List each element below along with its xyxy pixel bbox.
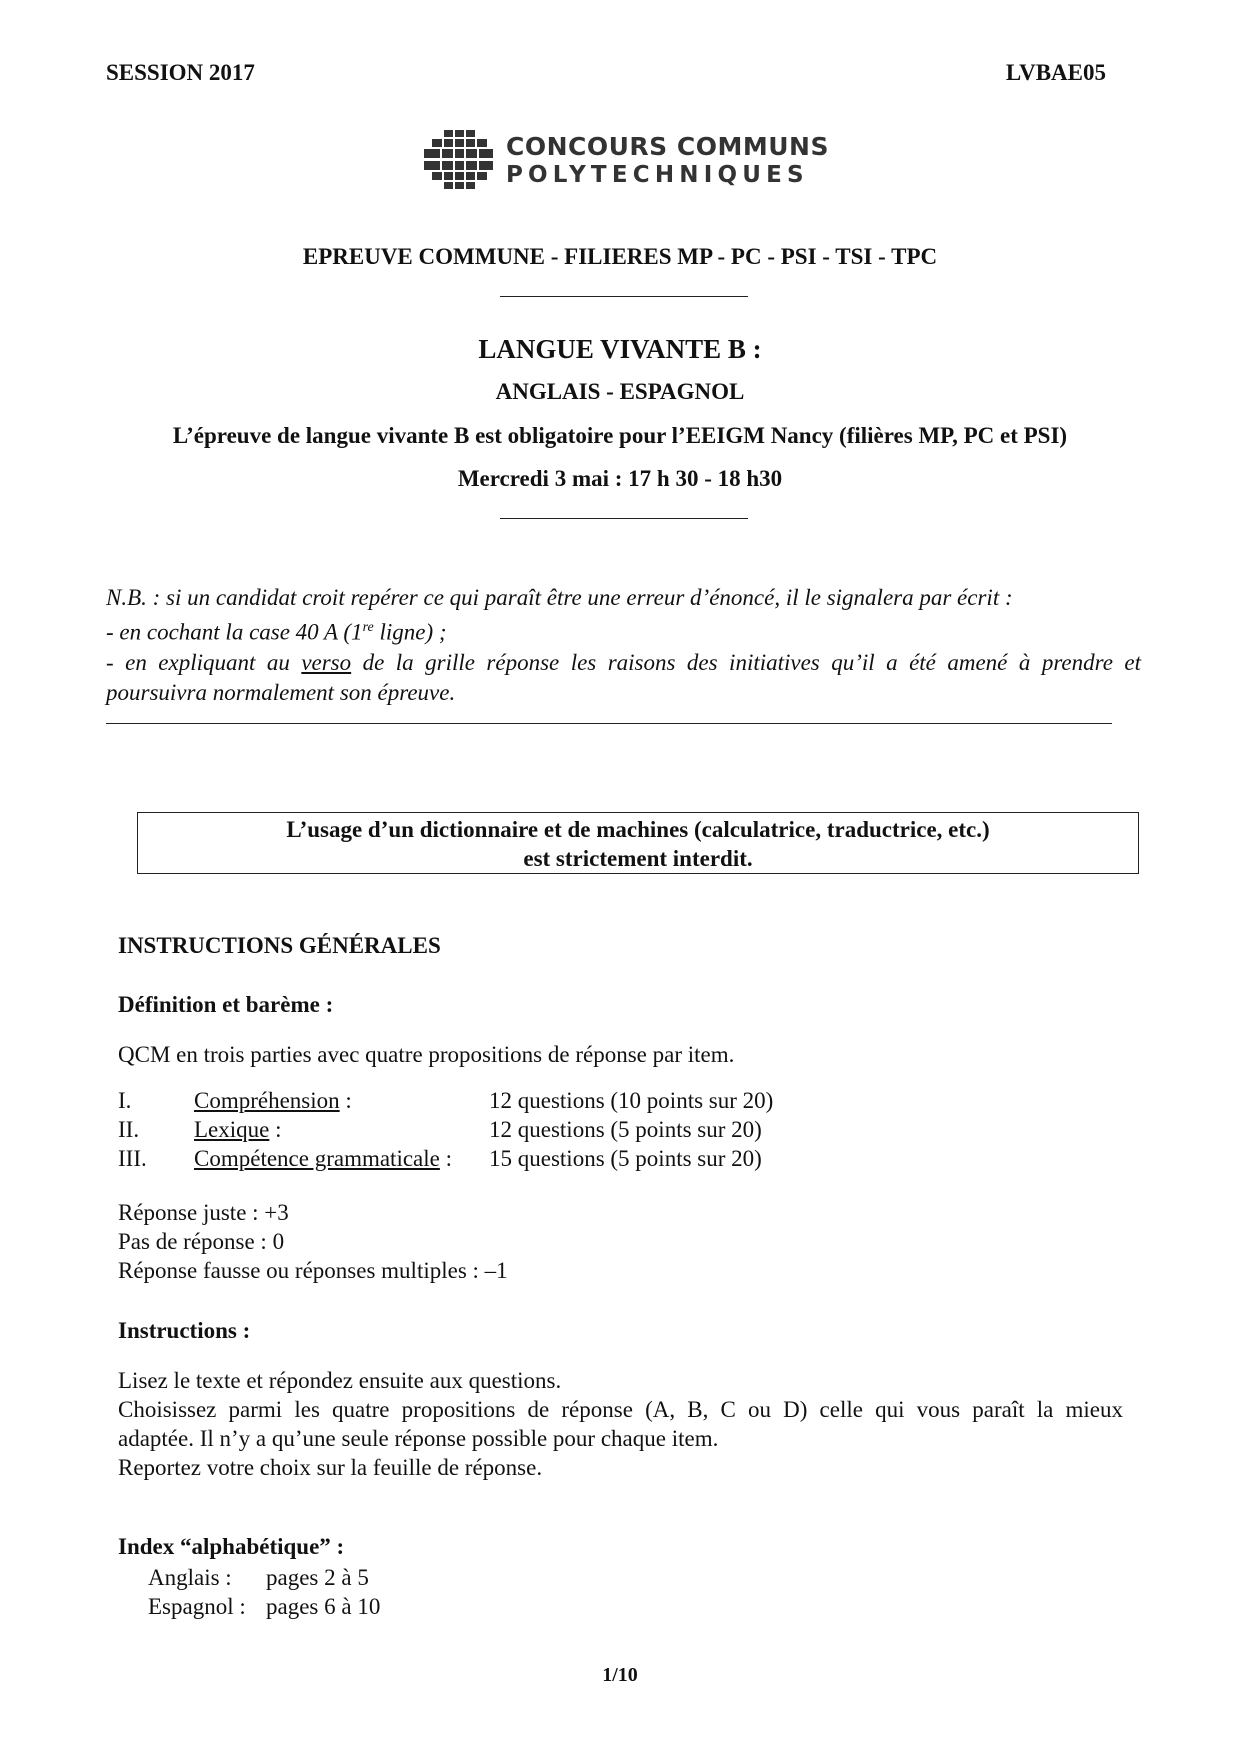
exam-common: EPREUVE COMMUNE - FILIERES MP - PC - PSI - TSI - TPC — [302, 244, 938, 269]
notice-line: est strictement interdit. — [523, 846, 753, 871]
nb-line: - en cochant la case 40 A (1re ligne) ; — [106, 619, 447, 645]
notice-line: L’usage d’un dictionnaire et de machines (calculatrice, traductrice, etc.) — [286, 817, 990, 842]
exam-title: LANGUE VIVANTE B : — [478, 334, 762, 364]
scoring — [118, 1198, 508, 1285]
nb-line: poursuivra normalement son épreuve. — [106, 679, 456, 705]
dictionary-notice-box — [137, 812, 1139, 874]
divider — [500, 296, 748, 297]
instruction-line: adaptée. Il n’y a qu’une seule réponse possible pour chaque item. — [118, 1426, 719, 1451]
exam-languages: ANGLAIS - ESPAGNOL — [495, 379, 745, 404]
definition-heading: Définition et barème : — [118, 992, 334, 1017]
logo — [418, 128, 829, 192]
index-heading: Index “alphabétique” : — [118, 1534, 345, 1559]
instruction-line: Reportez votre choix sur la feuille de réponse. — [118, 1455, 543, 1480]
qcm-description: QCM en trois parties avec quatre propositions de réponse par item. — [118, 1042, 735, 1067]
instruction-line: Lisez le texte et répondez ensuite aux questions. — [118, 1368, 562, 1393]
nb-line: - en expliquant au verso de la grille réponse les raisons des initiatives qu’il a été amené à prendre et — [106, 649, 1141, 675]
logo-globe-icon — [418, 128, 498, 192]
divider — [106, 723, 1112, 724]
instructions-heading: INSTRUCTIONS GÉNÉRALES — [118, 933, 441, 958]
instruction-line: Choisissez parmi les quatre propositions de réponse (A, B, C ou D) celle qui vous paraît la mieux — [118, 1397, 1123, 1422]
page-number: 1/10 — [602, 1664, 638, 1686]
nb-notice — [106, 583, 1141, 708]
scoring-line: Réponse fausse ou réponses multiples : –1 — [118, 1258, 508, 1283]
exam-date: Mercredi 3 mai : 17 h 30 - 18 h30 — [457, 466, 783, 491]
divider — [500, 518, 748, 519]
scoring-line: Pas de réponse : 0 — [118, 1229, 285, 1254]
logo-line2: POLYTECHNIQUES — [506, 162, 809, 188]
session-label: SESSION 2017 — [106, 60, 255, 85]
logo-line1: CONCOURS COMMUNS — [506, 132, 829, 161]
scoring-line: Réponse juste : +3 — [118, 1200, 289, 1225]
exam-code: LVBAE05 — [1005, 60, 1106, 85]
exam-mandatory: L’épreuve de langue vivante B est obligatoire pour l’EEIGM Nancy (filières MP, PC et PSI) — [172, 423, 1068, 448]
nb-line: N.B. : si un candidat croit repérer ce qui paraît être une erreur d’énoncé, il le signalera par écrit : — [106, 585, 1013, 610]
instructions-body — [118, 1366, 1123, 1482]
instructions-subheading: Instructions : — [118, 1318, 251, 1343]
